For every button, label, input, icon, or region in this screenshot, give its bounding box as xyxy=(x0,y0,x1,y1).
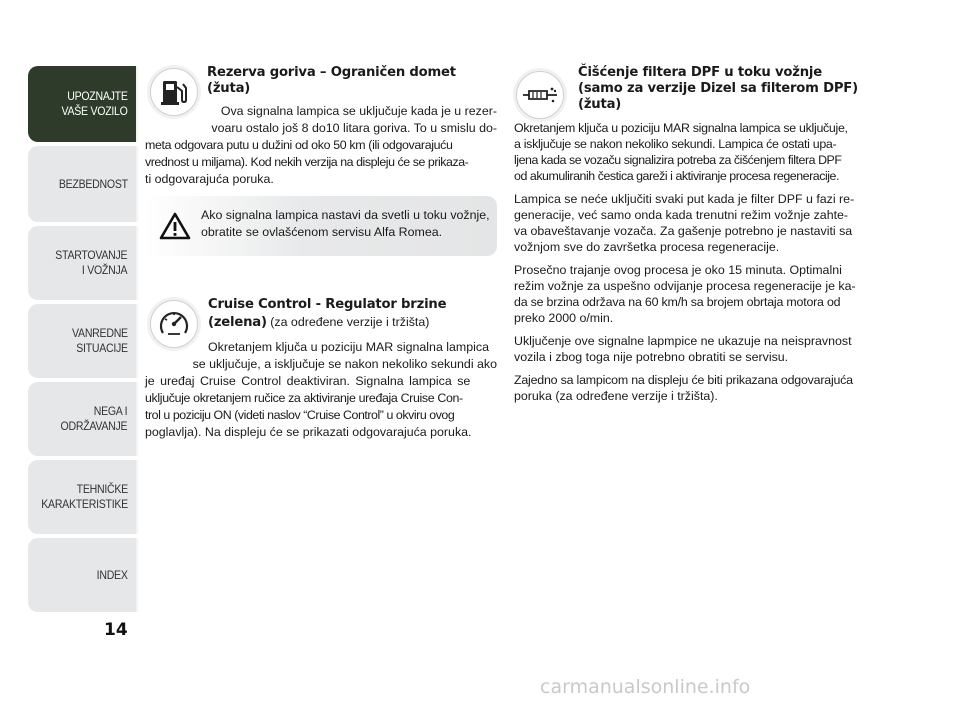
dpf-paragraph xyxy=(514,333,868,365)
dpf-line: a isključuje se nakon nekoliko sekundi. Lampica će ostati upa- xyxy=(514,137,837,151)
page-number: 14 xyxy=(104,620,128,640)
tab-vanredne-situacije[interactable] xyxy=(28,304,138,378)
fuel-line: Ova signalna lampica se uključuje kada je u rezer- xyxy=(220,104,497,118)
tab-upoznajte-vase-vozilo[interactable] xyxy=(28,66,138,142)
cruise-title-rest: (za određene verzije i tržišta) xyxy=(266,315,430,329)
tab-label: STARTOVANJE I VOŽNJA xyxy=(55,248,128,277)
cruise-line: je uređaj Cruise Control deaktiviran. Signalna lampica se xyxy=(145,374,471,388)
dpf-title-line1: Čišćenje filtera DPF u toku vožnje xyxy=(578,65,822,80)
dpf-line: od akumuliranih čestica gareži i aktiviranje procesa regeneracije. xyxy=(514,169,839,183)
dpf-line: va obaveštavanje vozača. Za gašenje potrebno je nastaviti sa xyxy=(514,224,853,238)
dpf-line: preko 2000 o/min. xyxy=(514,311,614,325)
tab-label: VANREDNE SITUACIJE xyxy=(71,326,128,355)
fuel-pump-icon xyxy=(150,68,198,116)
dpf-line: Lampica se neće uključiti svaki put kada je filter DPF u fazi re- xyxy=(514,192,855,206)
dpf-text xyxy=(514,120,868,404)
dpf-line: vožnjom sve do završetka procesa regeneracije. xyxy=(514,240,780,254)
dpf-line: Prosečno trajanje ovog procesa je oko 15 minuta. Optimalni xyxy=(514,263,842,277)
tab-nega-i-odrzavanje[interactable] xyxy=(28,382,138,456)
tab-startovanje-i-voznja[interactable] xyxy=(28,226,138,300)
cruise-title-line2 xyxy=(208,313,429,331)
dpf-title-line3: (žuta) xyxy=(578,97,622,112)
cruise-title-bold: (zelena) xyxy=(208,315,267,330)
dpf-line: Uključenje ove signalne lapmpice ne ukazuje na neispravnost xyxy=(514,334,852,348)
watermark: carmanualsonline.info xyxy=(540,676,751,698)
dpf-line: poruka (za određene verzije i tržišta). xyxy=(514,389,718,403)
tab-label: NEGA I ODRŽAVANJE xyxy=(60,404,128,433)
fuel-line: voaru ostalo još 8 do10 litara goriva. To u smislu do- xyxy=(211,121,497,135)
fuel-line: ti odgovarajuća poruka. xyxy=(145,172,274,186)
dpf-line: Zajedno sa lampicom na displeju će biti prikazana odgovarajuća xyxy=(514,373,853,387)
fuel-title-line2: (žuta) xyxy=(207,81,251,96)
tab-tehnicke-karakteristike[interactable] xyxy=(28,460,138,534)
cruise-line: se uključuje, a isključuje se nakon nekoliko sekundi ako xyxy=(192,357,497,371)
fuel-title-line1: Rezerva goriva – Ograničen domet xyxy=(207,65,456,80)
cruise-line: trol u poziciju ON (videti naslov “Cruise Control” u okviru ovog xyxy=(145,408,455,422)
warning-triangle-icon xyxy=(159,212,191,245)
tab-index[interactable] xyxy=(28,538,138,612)
tab-label: UPOZNAJTE VAŠE VOZILO xyxy=(61,89,128,118)
cruise-line: Okretanjem ključa u poziciju MAR signalna lampica xyxy=(208,340,489,354)
speedometer-icon xyxy=(150,300,198,348)
warning-line2: obratite se ovlašćenom servisu Alfa Romea. xyxy=(201,225,443,239)
dpf-filter-icon xyxy=(516,71,564,119)
tab-label: TEHNIČKE KARAKTERISTIKE xyxy=(40,482,128,511)
dpf-paragraph xyxy=(514,372,868,404)
dpf-line: da se brzina održava na 60 km/h sa brojem obrtaja motora od xyxy=(514,295,841,309)
dpf-line: Okretanjem ključa u poziciju MAR signalna lampica se uključuje, xyxy=(514,121,848,135)
dpf-paragraph xyxy=(514,120,868,184)
dpf-paragraph xyxy=(514,191,868,255)
dpf-line: ljena kada se vozaču signalizira potreba za čišćenjem filtera DPF xyxy=(514,153,842,167)
dpf-line: režim vožnje za uspešno odvijanje procesa regeneracije je ka- xyxy=(514,279,856,293)
dpf-line: generacije, već samo onda kada trenutni režim vožnje zahte- xyxy=(514,208,849,222)
cruise-title-line1: Cruise Control - Regulator brzine xyxy=(208,297,447,312)
dpf-paragraph xyxy=(514,262,868,326)
tab-label: BEZBEDNOST xyxy=(58,176,128,191)
tab-bezbednost[interactable] xyxy=(28,146,138,222)
dpf-title-line2: (samo za verzije Dizel sa filterom DPF) xyxy=(578,81,858,96)
cruise-line: uključuje okretanjem ručice za aktiviranje uređaja Cruise Con- xyxy=(145,391,463,405)
warning-box xyxy=(145,196,497,256)
cruise-line: poglavlja). Na displeju će se prikazati odgovarajuća poruka. xyxy=(145,425,472,439)
tab-label: INDEX xyxy=(96,567,128,582)
fuel-line: vrednost u miljama). Kod nekih verzija na displeju će se prikaza- xyxy=(145,155,469,169)
fuel-line: meta odgovara putu u dužini od oko 50 km (ili odgovarajuću xyxy=(145,138,453,152)
warning-line1: Ako signalna lampica nastavi da svetli u toku vožnje, xyxy=(201,208,490,222)
dpf-line: vozila i zbog toga nije potrebno obratiti se servisu. xyxy=(514,350,789,364)
